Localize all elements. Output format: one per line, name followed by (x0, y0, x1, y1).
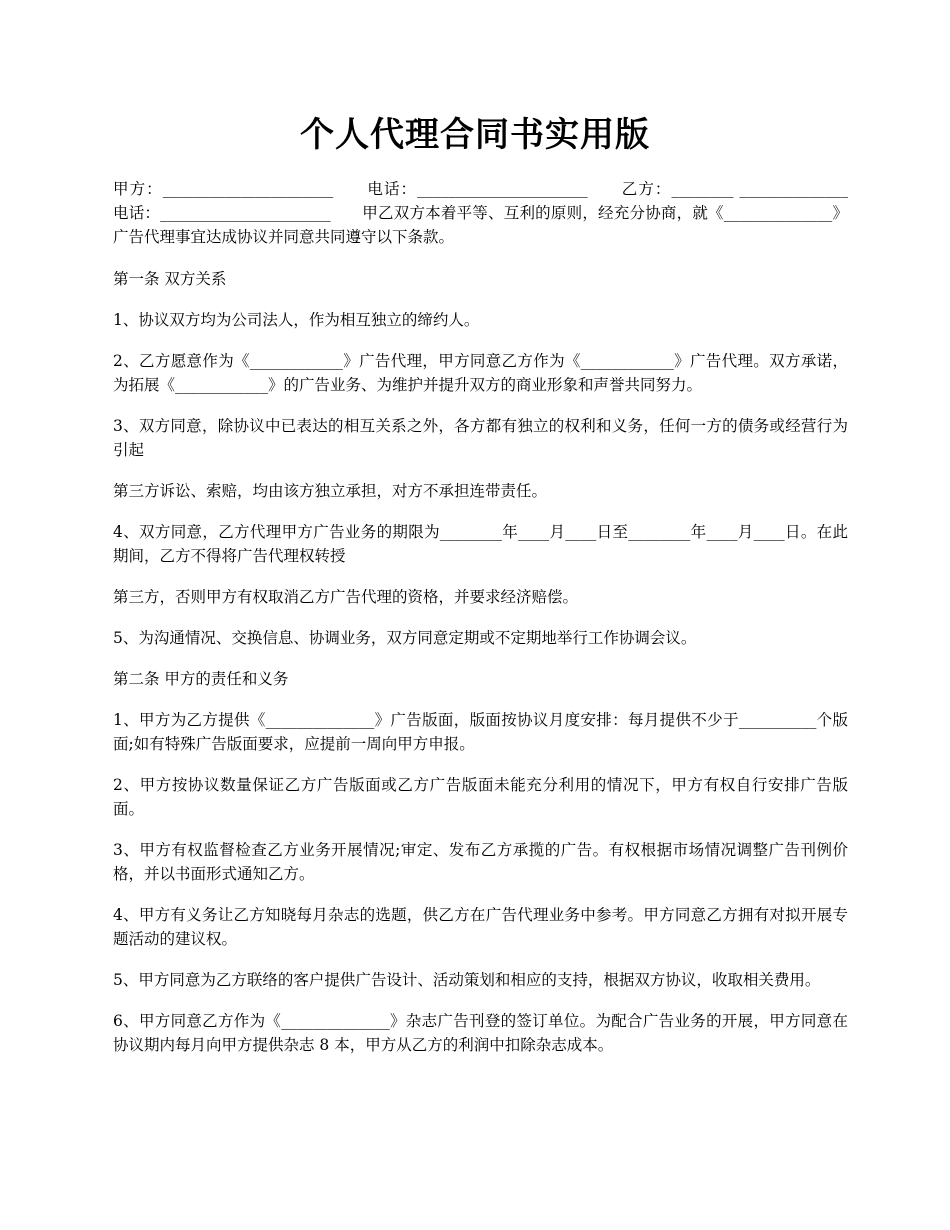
contract-parties-paragraph: 甲方：______________________ 电话：______________________ 乙方：________ ______________ 电话：______________________ 甲乙双方本着平等、互利的原则，经充分协商，就《______________》广告代理事宜达成协议并同意共同遵守以下条款。 (113, 180, 880, 246)
clause-1-4-continued: 第三方，否则甲方有权取消乙方广告代理的资格，并要求经济赔偿。 (113, 588, 579, 606)
document-title: 个人代理合同书实用版 (300, 115, 650, 155)
section-heading-1: 第一条 双方关系 (113, 270, 227, 288)
clause-1-1: 1、协议双方均为公司法人，作为相互独立的缔约人。 (113, 311, 480, 329)
document-body (113, 177, 880, 1074)
clause-1-3-continued: 第三方诉讼、索赔，均由该方独立承担，对方不承担连带责任。 (113, 482, 548, 500)
clause-2-6: 6、甲方同意乙方作为《______________》杂志广告刊登的签订单位。为配合广告业务的开展，甲方同意在协议期内每月向甲方提供杂志 8 本，甲方从乙方的利润中扣除杂志成本。 (113, 1012, 848, 1054)
clause-1-2: 2、乙方愿意作为《____________》广告代理，甲方同意乙方作为《____________》广告代理。双方承诺，为拓展《____________》的广告业务、为维护并提升双方的商业形象和声誉共同努力。 (113, 352, 848, 394)
clause-2-1: 1、甲方为乙方提供《______________》广告版面，版面按协议月度安排：每月提供不少于__________个版面;如有特殊广告版面要求，应提前一周向甲方申报。 (113, 711, 848, 753)
clause-2-2: 2、甲方按协议数量保证乙方广告版面或乙方广告版面未能充分利用的情况下，甲方有权自行安排广告版面。 (113, 776, 848, 818)
section-heading-2: 第二条 甲方的责任和义务 (113, 670, 289, 688)
clause-1-4: 4、双方同意，乙方代理甲方广告业务的期限为________年____月____日至________年____月____日。在此期间，乙方不得将广告代理权转授 (113, 523, 848, 565)
clause-2-3: 3、甲方有权监督检查乙方业务开展情况;审定、发布乙方承揽的广告。有权根据市场情况调整广告刊例价格，并以书面形式通知乙方。 (113, 841, 848, 883)
clause-1-3: 3、双方同意，除协议中已表达的相互关系之外，各方都有独立的权利和义务，任何一方的债务或经营行为引起 (113, 417, 848, 459)
clause-2-5: 5、甲方同意为乙方联络的客户提供广告设计、活动策划和相应的支持，根据双方协议，收取相关费用。 (113, 971, 821, 989)
clause-1-5: 5、为沟通情况、交换信息、协调业务，双方同意定期或不定期地举行工作协调会议。 (113, 629, 697, 647)
clause-2-4: 4、甲方有义务让乙方知晓每月杂志的选题，供乙方在广告代理业务中参考。甲方同意乙方拥有对拟开展专题活动的建议权。 (113, 906, 848, 948)
